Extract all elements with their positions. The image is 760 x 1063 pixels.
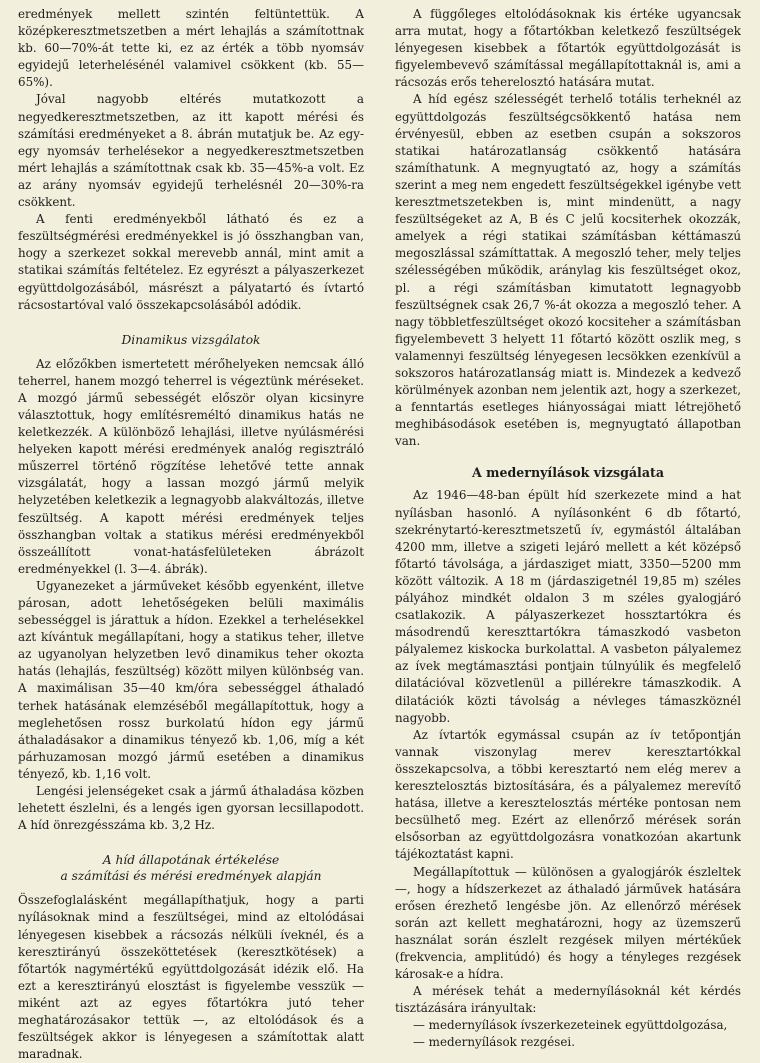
paragraph: eredmények mellett szintén feltüntettük. A középkeresztmetszetben a mért lehajlás a számítottnak kb. 60—70%-át tette ki, ez az érték a több nyomsáv egyidejű leterhelésénél valamivel csökkent (kb. 55—65%). — [18, 7, 364, 90]
section-heading-dynamic-tests: Dinamikus vizsgálatok — [121, 332, 261, 347]
section-heading-evaluation-sub: a számítási és mérési eredmények alapján — [60, 869, 322, 884]
paragraph: Jóval nagyobb eltérés mutatkozott a negyedkeresztmetszetben, az itt kapott mérési és számítási eredményeket a 8. ábrán mutatjuk be. Az egy-egy nyomsáv terhelésekor a negyedkeresztmetszetben mért lehajlás a számítottnak csak kb. 35—45%-a volt. Ez az arány nyomsáv egyidejű terhelésnél 20—30%-ra csökkent. — [18, 92, 364, 210]
paragraph: Az 1946—48-ban épült híd szerkezete mind a hat nyílásban hasonló. A nyílásonként 6 db főtartó, szekrénytartó-keresztmetszetű ív, egymástól általában 4200 mm, illetve a szigeti lejáró mellett a két középső főtartó távolsága, a járdasziget miatt, 3350—5200 mm között változik. A 18 m (járdaszigetnél 19,85 m) széles pályához mindkét oldalon 3 m széles gyalogjáró csatlakozik. A pályaszerkezet hossztartókra és másodrendű kereszttartókra támaszkodó vasbeton pályalemez kiskocka burkolattal. A vasbeton pályalemez az ívek megtámasztási pontjain túlnyúlik és megfelelő dilatációval közvetlenül a pillérekre támaszkodik. A dilatációk közti távolság a névleges támaszköznél nagyobb. — [395, 488, 741, 725]
paragraph: Ugyanezeket a járműveket később egyenként, illetve párosan, adott lehetőségeken belüli maximális sebességgel is járattuk a hídon. Ezekkel a terhelésekkel azt kívántuk megállapítani, hogy a statikus teher, illetve az ugyanolyan helyzetben levő dinamikus teher okozta hatás (lehajlás, feszültség) között milyen különbség van. A maximálisan 35—40 km/óra sebességgel áthaladó terhek hatásának elemzéséből megállapítottuk, hogy a meglehetősen rossz burkolatú hídon egy jármű áthaladásakor a dinamikus tényező kb. 1,06, míg a két párhuzamosan mozgó jármű esetében a dinamikus tényező, kb. 1,16 volt. — [18, 578, 364, 781]
section-heading-evaluation: A híd állapotának értékelése — [102, 853, 280, 868]
paragraph: Az ívtartók egymással csupán az ív tetőpontján vannak viszonylag merev keresztartókkal összekapcsolva, a többi keresztartó nem elég merev a keresztelosztás biztosítására, és a pályalemez merevítő hatása, illetve a keresztelosztás mértéke pontosan nem becsülhető meg. Ezért az ellenőrző mérések során elsősorban az együttdolgozásra vonatkozóan akartunk tájékoztatást kapni. — [395, 727, 741, 862]
list-item: — medernyílások ívszerkezeteinek együttdolgozása, — [413, 1018, 728, 1033]
paragraph: A fenti eredményekből látható és ez a feszültségmérési eredményekkel is jó összhangban van, hogy a szerkezet sokkal merevebb annál, mint amit a statikai számítás feltételez. Ez egyrészt a pályaszerkezet együttdolgozásából, másrészt a pályatartó és ívtartó rácsostartóval való összekapcsolásából adódik. — [18, 212, 364, 312]
paragraph: Megállapítottuk — különösen a gyalogjárók észleltek —, hogy a hídszerkezet az áthaladó járművek hatására erősen érezhető lengésbe jön. Az ellenőrző mérések során azt kellett meghatározni, hogy az üzemszerű használat során észlelt rezgések milyen mértékűek (frekvencia, amplitúdó) és hogy a tényleges rezgések károsak-e a hídra. — [395, 864, 741, 982]
list-item: — medernyílások rezgései. — [413, 1035, 575, 1050]
paragraph: Lengési jelenségeket csak a jármű áthaladása közben lehetett észlelni, és a lengés igen gyorsan lecsillapodott. A híd önrezgésszáma kb. 3,2 Hz. — [18, 784, 364, 833]
paragraph: A híd egész szélességét terhelő totális terheknél az együttdolgozás feszültségcsökkentő hatása nem érvényesül, ebben az esetben csupán a sokszoros statikai határozatlanság csökkentő hatására számíthatunk. A megnyugtató az, hogy a számítás szerint a meg nem engedett feszültségekkel igénybe vett keresztmetszetekben is, mint mindenütt, a nagy feszültségeket az A, B és C jelű kocsiterhek okozzák, amelyek a régi statikai számításban kéttámaszú megoszlással számíttattak. A megoszló teher, mely teljes szélességében működik, aránylag kis feszültséget okoz, pl. a régi számításban kimutatott legnagyobb feszültségnek csak 26,7 %-át okozza a megoszló teher. A nagy többletfeszültséget okozó kocsiteher a számításban figyelembevett 3 helyett 11 főtartó között oszlik meg, s valamennyi feszültség lényegesen lecsökken ezenkívül a sokszoros határozatlanság miatt is. Mindezek a kedvező körülmények azonban nem jelentik azt, hogy a szerkezet, a fenntartás esetleges hiányosságai miatt létrejöhető meghibásodások esetében is, megnyugtató állapotban van. — [395, 92, 741, 449]
section-heading-river-spans: A medernyílások vizsgálata — [472, 465, 664, 481]
paragraph: A függőleges eltolódásoknak kis értéke ugyancsak arra mutat, hogy a főtartókban keletkező feszültségek lényegesen kisebbek a főtartók együttdolgozását is figyelembevevő számítással megállapítottaknál is, ami a rácsozás erős teherelosztó hatására mutat. — [395, 7, 741, 90]
paragraph: A mérések tehát a medernyílásoknál két kérdés tisztázására irányultak: — [395, 984, 741, 1016]
left-column — [18, 6, 364, 1063]
paragraph: Összefoglalásként megállapíthatjuk, hogy a parti nyílásoknak mind a feszültségei, mind az eltolódásai lényegesen kisebbek a rácsozás nélküli íveknél, és a keresztirányú összeköttetések (keresztkötések) a főtartók nagymértékű együttdolgozását idézik elő. Ha ezt a keresztirányú elosztást is figyelembe vesszük — miként azt az egyes főtartókra jutó teher meghatározásakor tettük —, az eltolódások és a feszültségek akkor is lényegesen a számítottak alatt maradnak. — [18, 893, 364, 1062]
right-column — [395, 6, 741, 1052]
paragraph: Az előzőkben ismertetett mérőhelyeken nemcsak álló teherrel, hanem mozgó teherrel is végeztünk méréseket. A mozgó jármű sebességét először olyan kicsinyre választottuk, hogy említésreméltó dinamikus hatás ne keletkezzék. A különböző lehajlási, illetve nyúlásmérési helyeken kapott mérési eredmények analóg regisztráló műszerrel történő rögzítése lehetővé tette annak vizsgálatát, hogy a lassan mozgó jármű melyik helyzetében keletkezik a legnagyobb alakváltozás, illetve feszültség. A kapott mérési eredmények teljes összhangban voltak a statikus mérési eredményekből összeállított vonat-hatásfelületeken ábrázolt eredményekkel (l. 3—4. ábrák). — [18, 356, 364, 576]
